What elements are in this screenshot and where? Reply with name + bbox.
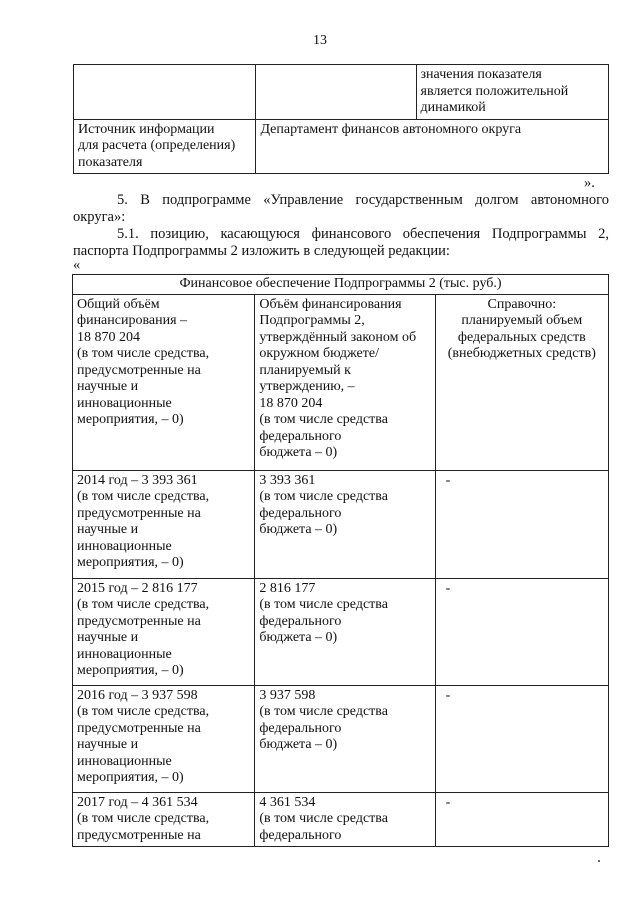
row-reference-value: - — [435, 685, 608, 792]
table-cell — [256, 65, 416, 120]
row-budget-volume: 4 361 534 (в том числе средства федерального — [255, 792, 435, 847]
closing-quote: ». — [584, 175, 595, 191]
table-row — [74, 119, 609, 174]
finance-table — [72, 274, 609, 847]
row-year-total: 2017 год – 4 361 534 (в том числе средства, предусмотренные на — [73, 792, 255, 847]
table-row — [73, 685, 609, 792]
row-budget-volume: 3 937 598 (в том числе средства федерального бюджета – 0) — [255, 685, 435, 792]
source-value: Департамент финансов автономного округа — [256, 119, 609, 174]
row-reference-value: - — [435, 578, 608, 685]
paragraph-item-5-1: 5.1. позицию, касающуюся финансового обеспечения Подпрограммы 2, паспорта Подпрограммы 2 изложить в следующей редакции: — [73, 226, 609, 259]
paragraph-item-5: 5. В подпрограмме «Управление государственным долгом автономного округа»: — [73, 192, 609, 225]
table-row — [73, 578, 609, 685]
row-reference-value: - — [435, 470, 608, 578]
page-number: 13 — [313, 33, 327, 48]
opening-quote: « — [73, 257, 81, 273]
table-row — [73, 470, 609, 578]
row-budget-volume: 3 393 361 (в том числе средства федерального бюджета – 0) — [255, 470, 435, 578]
header-total-financing: Общий объём финансирования – 18 870 204 (в том числе средства, предусмотренные на научные и инновационные мероприятия, – 0) — [73, 294, 255, 470]
table-row — [74, 65, 609, 120]
table-cell — [74, 65, 256, 120]
scan-artifact-dot — [598, 860, 600, 862]
row-year-total: 2015 год – 2 816 177 (в том числе средства, предусмотренные на научные и инновационные мероприятия, – 0) — [73, 578, 255, 685]
source-label: Источник информации для расчета (определения) показателя — [74, 119, 256, 174]
table-header-row — [73, 294, 609, 470]
row-year-total: 2014 год – 3 393 361 (в том числе средства, предусмотренные на научные и инновационные мероприятия, – 0) — [73, 470, 255, 578]
header-subprogram-volume: Объём финансирования Подпрограммы 2, утверждённый законом об окружном бюджете/ планируемый к утверждению, – 18 870 204 (в том числе средства федерального бюджета – 0) — [255, 294, 435, 470]
table-row — [73, 275, 609, 295]
header-reference: Справочно: планируемый объем федеральных средств (внебюджетных средств) — [435, 294, 608, 470]
row-year-total: 2016 год – 3 937 598 (в том числе средства, предусмотренные на научные и инновационные мероприятия, – 0) — [73, 685, 255, 792]
table-cell: значения показателя является положительной динамикой — [416, 65, 608, 120]
finance-table-title: Финансовое обеспечение Подпрограммы 2 (тыс. руб.) — [73, 275, 609, 295]
row-reference-value: - — [435, 792, 608, 847]
row-budget-volume: 2 816 177 (в том числе средства федерального бюджета – 0) — [255, 578, 435, 685]
table-row — [73, 792, 609, 847]
indicator-table — [73, 64, 609, 174]
